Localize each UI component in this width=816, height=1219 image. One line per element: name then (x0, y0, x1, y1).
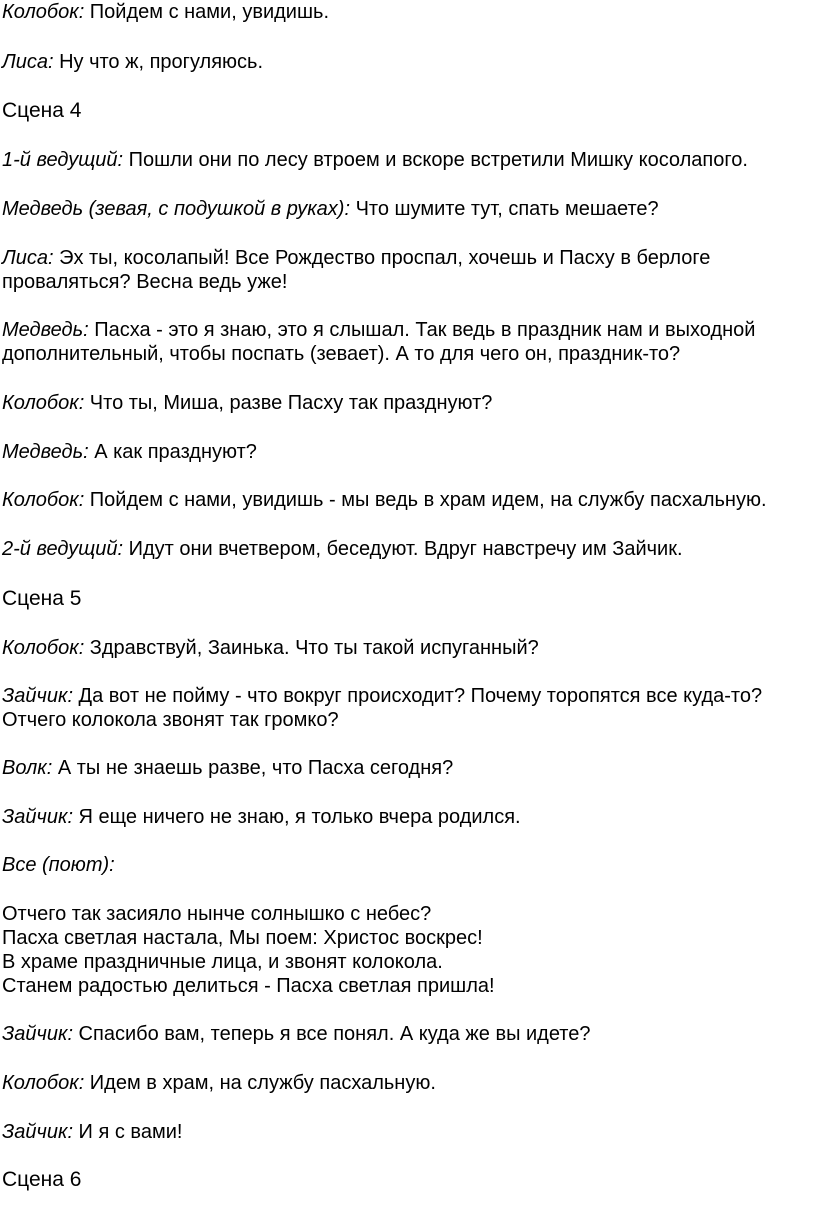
dialogue-text: Что ты, Миша, разве Пасху так празднуют? (84, 392, 493, 414)
song-line: Пасха светлая настала, Мы поем: Христос воскрес! (2, 927, 483, 949)
speaker-name: Колобок: (2, 392, 85, 414)
dialogue-line (2, 246, 710, 270)
dialogue-line (2, 805, 521, 829)
dialogue-continuation: Отчего колокола звонят так громко? (2, 709, 339, 731)
dialogue-line (2, 684, 762, 708)
scene-heading: Сцена 6 (2, 1168, 82, 1191)
dialogue-line (2, 197, 659, 221)
dialogue-text: Что шумите тут, спать мешаете? (350, 198, 659, 220)
dialogue-line (2, 148, 748, 172)
dialogue-text: Здравствуй, Заинька. Что ты такой испуганный? (84, 637, 539, 659)
dialogue-text: А ты не знаешь разве, что Пасха сегодня? (52, 757, 454, 779)
dialogue-line (2, 853, 115, 877)
dialogue-continuation: проваляться? Весна ведь уже! (2, 271, 288, 293)
dialogue-text: Я еще ничего не знаю, я только вчера родился. (73, 806, 521, 828)
dialogue-text: Пошли они по лесу втроем и вскоре встретили Мишку косолапого. (123, 149, 748, 171)
speaker-name: Медведь (зевая, с подушкой в руках): (2, 198, 351, 220)
song-line: Станем радостью делиться - Пасха светлая пришла! (2, 975, 495, 997)
speaker-name: Колобок: (2, 1072, 85, 1094)
speaker-name: 2-й ведущий: (2, 538, 124, 560)
speaker-name: 1-й ведущий: (2, 149, 124, 171)
speaker-name: Колобок: (2, 489, 85, 511)
dialogue-text: Идем в храм, на службу пасхальную. (84, 1072, 436, 1094)
speaker-name: Зайчик: (2, 1023, 73, 1045)
speaker-name: Все (поют): (2, 854, 115, 876)
dialogue-text: Идут они вчетвером, беседуют. Вдруг навстречу им Зайчик. (123, 538, 683, 560)
dialogue-line (2, 488, 767, 512)
dialogue-line (2, 1071, 436, 1095)
speaker-name: Колобок: (2, 1, 85, 23)
dialogue-text: Пойдем с нами, увидишь. (84, 1, 329, 23)
speaker-name: Медведь: (2, 319, 89, 341)
dialogue-text: Пасха - это я знаю, это я слышал. Так ведь в праздник нам и выходной (88, 319, 756, 341)
song-line: В храме праздничные лица, и звонят колокола. (2, 951, 443, 973)
dialogue-text: Эх ты, косолапый! Все Рождество проспал, хочешь и Пасху в берлоге (53, 247, 711, 269)
dialogue-text: Ну что ж, прогуляюсь. (53, 51, 264, 73)
dialogue-text: И я с вами! (73, 1121, 183, 1143)
dialogue-line (2, 440, 257, 464)
song-line: Отчего так засияло нынче солнышко с небес? (2, 903, 432, 925)
dialogue-line (2, 391, 492, 415)
speaker-name: Лиса: (2, 51, 54, 73)
speaker-name: Волк: (2, 757, 53, 779)
scene-heading: Сцена 5 (2, 587, 82, 610)
dialogue-text: Спасибо вам, теперь я все понял. А куда же вы идете? (73, 1023, 591, 1045)
speaker-name: Медведь: (2, 441, 89, 463)
dialogue-line (2, 636, 539, 660)
speaker-name: Зайчик: (2, 806, 73, 828)
dialogue-text: Пойдем с нами, увидишь - мы ведь в храм идем, на службу пасхальную. (84, 489, 767, 511)
dialogue-line (2, 537, 683, 561)
dialogue-line (2, 318, 755, 342)
scene-heading: Сцена 4 (2, 99, 82, 122)
speaker-name: Лиса: (2, 247, 54, 269)
dialogue-line (2, 50, 263, 74)
speaker-name: Зайчик: (2, 1121, 73, 1143)
dialogue-line (2, 1022, 591, 1046)
speaker-name: Колобок: (2, 637, 85, 659)
dialogue-continuation: дополнительный, чтобы поспать (зевает). А то для чего он, праздник-то? (2, 343, 681, 365)
dialogue-line (2, 0, 329, 24)
dialogue-line (2, 1120, 182, 1144)
dialogue-line (2, 756, 453, 780)
dialogue-text: А как празднуют? (88, 441, 257, 463)
speaker-name: Зайчик: (2, 685, 73, 707)
dialogue-text: Да вот не пойму - что вокруг происходит? Почему торопятся все куда-то? (73, 685, 763, 707)
